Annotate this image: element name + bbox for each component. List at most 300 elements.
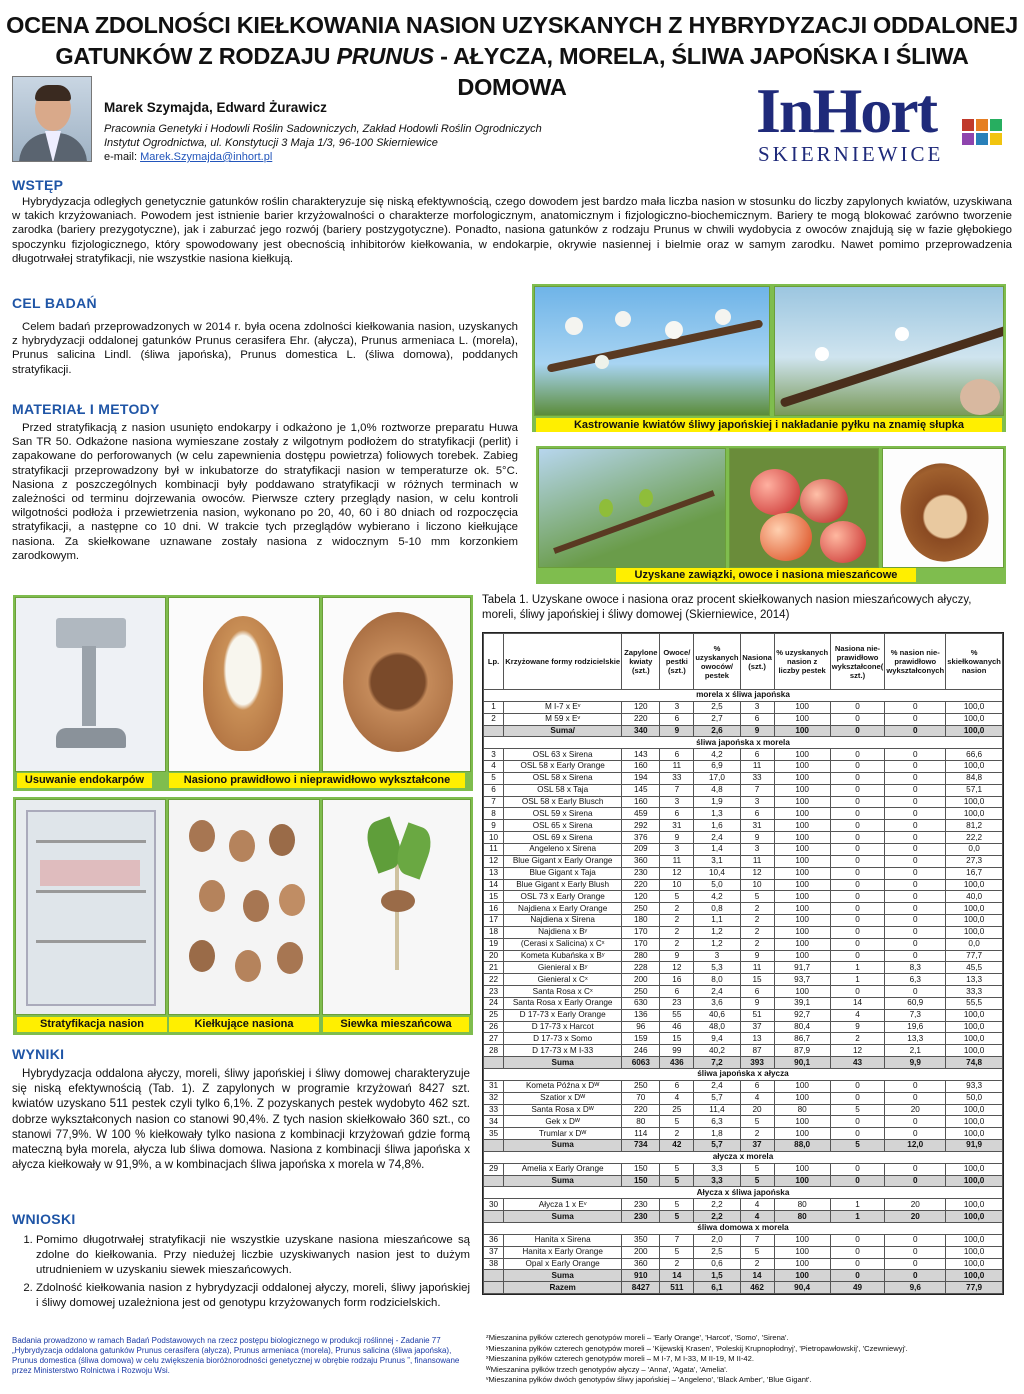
table-cell: Hanita x Sirena <box>504 1234 622 1246</box>
photo-germinating <box>168 799 320 1015</box>
table-cell: 0 <box>885 820 946 832</box>
table-row <box>484 1246 1003 1258</box>
table-sum-row <box>484 1270 1003 1282</box>
table-row <box>484 879 1003 891</box>
table-cell: 4 <box>740 1092 774 1104</box>
table-cell: 0 <box>885 808 946 820</box>
table-cell: 159 <box>622 1033 660 1045</box>
table-cell: 91,9 <box>946 1140 1003 1152</box>
table-cell: 5 <box>660 1116 694 1128</box>
table-row <box>484 891 1003 903</box>
table-sum-row <box>484 1057 1003 1069</box>
table-cell: 2 <box>740 926 774 938</box>
table-cell: 100 <box>774 938 830 950</box>
table-cell: 81,2 <box>946 820 1003 832</box>
table-cell: 33 <box>740 772 774 784</box>
table-cell: 80,4 <box>774 1021 830 1033</box>
table-cell: Suma <box>504 1057 622 1069</box>
table-cell: 0,0 <box>946 843 1003 855</box>
table-cell: 7 <box>660 784 694 796</box>
footnote: ᵂMieszanina pyłków trzech genotypów ałyczy – 'Anna', 'Agata', 'Amelia'. <box>486 1364 728 1374</box>
table-cell: 0 <box>885 749 946 761</box>
table-cell: 0 <box>830 879 885 891</box>
table-cell: 100,0 <box>946 926 1003 938</box>
table-cell: 350 <box>622 1234 660 1246</box>
table-group-row <box>484 1222 1003 1234</box>
table-cell: 57,1 <box>946 784 1003 796</box>
table-cell: 19,6 <box>885 1021 946 1033</box>
stratification-panel <box>13 797 473 1035</box>
table-cell: 4 <box>740 1199 774 1211</box>
table-cell: 15 <box>660 1033 694 1045</box>
table-cell: 5 <box>660 891 694 903</box>
table-cell: 16 <box>660 974 694 986</box>
methods-text: Przed stratyfikacją z nasion usunięto endokarpy i odkażono je 1,0% roztworze preparatu Huwa San TR 50. Odkażone nasiona wymieszane zostały z wilgotnym podłożem do stratyfikacji (perlit) i zapakowane do perforowanych (w celu zapewnienia dostępu powietrza) foliowych torebek. Zabieg stratyfikacji przeprowadzony był w inkubatorze do stratyfikacji nasion w temperaturze ok. 5°C. Nasiona z poszczególnych kombinacji były poddawano stratyfikacji w różnych terminach w zależności od terminu dojrzewania owoców. Pierwsze cztery przeglądy nasion, w celu kontroli wilgotności podłoża i przewietrzenia nasion, wykonano po 20, 40, 60 i 80 dniach od rozpoczęcia stratyfikacji, a następne co 10 dni. W trakcie tych przeglądów wybierano i liczono kiełkujące nasiona. Za skiełkowane uznawane zostały nasiona z widocznym 5-10 mm korzonkiem zarodkowym. <box>12 422 518 562</box>
table-cell: D 17-73 x Harcot <box>504 1021 622 1033</box>
table-cell: 7 <box>660 1234 694 1246</box>
table-cell: 100 <box>774 1258 830 1270</box>
castration-panel <box>532 284 1006 432</box>
table-cell: 5 <box>740 891 774 903</box>
table-cell: 0 <box>885 1234 946 1246</box>
table-cell: 4 <box>830 1009 885 1021</box>
table-cell: 7 <box>740 784 774 796</box>
table-cell: 5 <box>484 772 504 784</box>
table-cell: 86,7 <box>774 1033 830 1045</box>
table-cell: 9 <box>740 950 774 962</box>
table-cell: 0 <box>885 855 946 867</box>
table-cell: 6063 <box>622 1057 660 1069</box>
table-cell: 5,0 <box>694 879 740 891</box>
table-cell: 100 <box>774 903 830 915</box>
table-cell: 0 <box>830 1116 885 1128</box>
footnote: ʸMieszanina pyłków czterech genotypów moreli – 'Kijewskij Krasen', 'Poleskij Krupnopłodnyj', 'Pietropawłowskij', 'Czewniewyj'. <box>486 1343 908 1353</box>
table-cell: 0,6 <box>694 1258 740 1270</box>
conclusion-item: 2. Zdolność kiełkowania nasion z hybrydyzacji oddalonej ałyczy, moreli, śliwy japońskiej i śliwy domowej uzależniona jest od genotypu krzyżowanych form rodzicielskich. <box>36 1281 470 1311</box>
table-cell: 100,0 <box>946 1033 1003 1045</box>
table-cell: 14 <box>660 1270 694 1282</box>
table-cell: 0 <box>885 1080 946 1092</box>
table-cell: 0 <box>885 950 946 962</box>
email-link[interactable]: Marek.Szymajda@inhort.pl <box>140 151 273 163</box>
table-cell: 10 <box>660 879 694 891</box>
table-cell: 200 <box>622 1246 660 1258</box>
table-cell: Amelia x Early Orange <box>504 1163 622 1175</box>
table-cell: 0 <box>830 1128 885 1140</box>
table-cell: 2,5 <box>694 1246 740 1258</box>
table-cell: 0 <box>885 926 946 938</box>
table-cell: 100,0 <box>946 1270 1003 1282</box>
table-cell: 100 <box>774 713 830 725</box>
table-cell: 376 <box>622 832 660 844</box>
table-row <box>484 820 1003 832</box>
table-row <box>484 938 1003 950</box>
table-cell: 0 <box>830 1246 885 1258</box>
table-row <box>484 796 1003 808</box>
table-cell: 6,3 <box>694 1116 740 1128</box>
table-cell: 0 <box>830 903 885 915</box>
table-cell: 100,0 <box>946 1116 1003 1128</box>
table-cell: 0 <box>830 938 885 950</box>
table-cell: 2 <box>660 1128 694 1140</box>
table-cell: 80 <box>774 1211 830 1223</box>
table-cell: 3 <box>740 701 774 713</box>
table-cell: 11 <box>740 962 774 974</box>
table-cell: 0 <box>830 784 885 796</box>
table-cell: 3 <box>660 701 694 713</box>
table-cell: 2 <box>740 1128 774 1140</box>
table-cell: 3 <box>660 796 694 808</box>
table-cell: Razem <box>504 1282 622 1294</box>
table-cell: 50,0 <box>946 1092 1003 1104</box>
table-row <box>484 832 1003 844</box>
table-cell: 2,4 <box>694 986 740 998</box>
table-row <box>484 761 1003 773</box>
table-cell: 11,4 <box>694 1104 740 1116</box>
table-cell: 100 <box>774 915 830 927</box>
table-cell: 0 <box>885 796 946 808</box>
table-cell: 6 <box>740 1080 774 1092</box>
table-cell: 459 <box>622 808 660 820</box>
table-cell: 31 <box>484 1080 504 1092</box>
photo-seed-bad <box>322 597 471 772</box>
table-cell: 92,7 <box>774 1009 830 1021</box>
table-cell: 0 <box>830 950 885 962</box>
table-cell: 40,6 <box>694 1009 740 1021</box>
table-cell: 0 <box>830 843 885 855</box>
table-cell: OSL 58 x Early Blusch <box>504 796 622 808</box>
aim-heading: CEL BADAŃ <box>12 295 97 311</box>
table-cell: OSL 63 x Sirena <box>504 749 622 761</box>
table-cell: Gienieral x Cˣ <box>504 974 622 986</box>
table-cell: 0 <box>830 1092 885 1104</box>
table-cell: 0 <box>885 843 946 855</box>
table-cell: 5 <box>660 1211 694 1223</box>
table-row <box>484 701 1003 713</box>
table-cell <box>484 725 504 737</box>
table-cell: 5 <box>740 1175 774 1187</box>
table-cell: 55,5 <box>946 997 1003 1009</box>
table-cell: 5,7 <box>694 1092 740 1104</box>
table-cell: 0 <box>830 749 885 761</box>
table-cell: 17 <box>484 915 504 927</box>
table-cell: Blue Gigant x Early Blush <box>504 879 622 891</box>
table-cell: 16,7 <box>946 867 1003 879</box>
table-cell: 42 <box>660 1140 694 1152</box>
table-cell: 0 <box>885 784 946 796</box>
table-cell: 2 <box>660 1258 694 1270</box>
table-cell: 8427 <box>622 1282 660 1294</box>
caption-seedling: Siewka mieszańcowa <box>323 1017 469 1032</box>
table-cell: 220 <box>622 879 660 891</box>
table-cell: 100,0 <box>946 761 1003 773</box>
table-cell: 100 <box>774 725 830 737</box>
email-label: e-mail: <box>104 151 141 163</box>
table-cell <box>484 1175 504 1187</box>
table-cell: OSL 69 x Sirena <box>504 832 622 844</box>
table-cell: 0 <box>885 938 946 950</box>
table-cell: 0 <box>885 915 946 927</box>
table-cell: 30 <box>484 1199 504 1211</box>
table-cell: 6,1 <box>694 1282 740 1294</box>
table-row <box>484 808 1003 820</box>
table-cell: 100 <box>774 843 830 855</box>
table-cell: 9 <box>740 832 774 844</box>
table-cell: 0 <box>830 891 885 903</box>
table-row <box>484 915 1003 927</box>
table-cell: 12 <box>484 855 504 867</box>
table-cell: Hanita x Early Orange <box>504 1246 622 1258</box>
table-cell: 100 <box>774 701 830 713</box>
table-cell: 1 <box>830 974 885 986</box>
table-cell: 9 <box>740 997 774 1009</box>
table-cell: 1,8 <box>694 1128 740 1140</box>
table-cell: 2,7 <box>694 713 740 725</box>
table-cell: 100,0 <box>946 701 1003 713</box>
results-heading: WYNIKI <box>12 1046 65 1062</box>
table-cell: Gienieral x Bʸ <box>504 962 622 974</box>
table-cell: 28 <box>484 1045 504 1057</box>
table-cell: 0 <box>830 761 885 773</box>
fruits-panel <box>536 446 1006 584</box>
table-footnotes <box>486 1333 1016 1386</box>
table-cell: 43 <box>830 1057 885 1069</box>
table-cell: 250 <box>622 1080 660 1092</box>
table-cell: 10 <box>484 832 504 844</box>
table-cell: 37 <box>484 1246 504 1258</box>
table-cell: OSL 65 x Sirena <box>504 820 622 832</box>
table-cell: 23 <box>660 997 694 1009</box>
title-line-1: OCENA ZDOLNOŚCI KIEŁKOWANIA NASION UZYSKANYCH Z HYBRYDYZACJI ODDALONEJ <box>6 12 1018 38</box>
table-cell: 100 <box>774 1116 830 1128</box>
table-cell: 100,0 <box>946 879 1003 891</box>
table-cell: 2 <box>740 938 774 950</box>
table-cell: 1 <box>830 1199 885 1211</box>
table-cell: 100 <box>774 749 830 761</box>
table-cell: 1,2 <box>694 938 740 950</box>
table-cell: 170 <box>622 938 660 950</box>
table-cell: 12 <box>740 867 774 879</box>
table-cell: 6 <box>740 713 774 725</box>
intro-heading: WSTĘP <box>12 177 64 193</box>
group-label: śliwa domowa x morela <box>484 1222 1003 1234</box>
table-sum-row <box>484 1140 1003 1152</box>
table-cell: 246 <box>622 1045 660 1057</box>
footnote: ᶻMieszanina pyłków czterech genotypów moreli – 'Early Orange', 'Harcot', 'Somo', 'Sirena'. <box>486 1333 789 1342</box>
table-cell: 100 <box>774 867 830 879</box>
table-cell: 48,0 <box>694 1021 740 1033</box>
table-cell: 11 <box>484 843 504 855</box>
table-row <box>484 926 1003 938</box>
table-cell: 14 <box>740 1270 774 1282</box>
table-cell: 0 <box>885 725 946 737</box>
inhort-logo <box>750 75 1008 168</box>
table-cell: 1,5 <box>694 1270 740 1282</box>
table-cell: 6 <box>740 808 774 820</box>
table-cell: 3,3 <box>694 1163 740 1175</box>
table-cell: 6,3 <box>885 974 946 986</box>
table-cell: 220 <box>622 1104 660 1116</box>
table-cell: 220 <box>622 713 660 725</box>
col-header: Lp. <box>484 634 504 690</box>
table-cell: 100 <box>774 796 830 808</box>
table-cell: 228 <box>622 962 660 974</box>
table-cell: 9 <box>660 725 694 737</box>
table-cell: 100,0 <box>946 1163 1003 1175</box>
table-row <box>484 1033 1003 1045</box>
table-cell: 96 <box>622 1021 660 1033</box>
table-cell: 74,8 <box>946 1057 1003 1069</box>
table-cell: 22,2 <box>946 832 1003 844</box>
table-cell: 100 <box>774 855 830 867</box>
table-cell: 5 <box>660 1163 694 1175</box>
table-cell: Suma <box>504 1175 622 1187</box>
table-cell: D 17-73 x Somo <box>504 1033 622 1045</box>
table-cell: 3,6 <box>694 997 740 1009</box>
table-cell: 0 <box>830 1080 885 1092</box>
table-cell: 0 <box>885 986 946 998</box>
table-cell: 209 <box>622 843 660 855</box>
table-cell: 160 <box>622 761 660 773</box>
table-cell: 93,3 <box>946 1080 1003 1092</box>
title-genus: PRUNUS <box>336 43 434 69</box>
conclusions-heading: WNIOSKI <box>12 1211 76 1227</box>
table-cell: 24 <box>484 997 504 1009</box>
table-cell: 2 <box>660 915 694 927</box>
table-cell: Kometa Kubańska x Bʸ <box>504 950 622 962</box>
table-cell: 0 <box>830 926 885 938</box>
table-cell: 393 <box>740 1057 774 1069</box>
table-cell: 1,2 <box>694 926 740 938</box>
table-cell: 21 <box>484 962 504 974</box>
table-cell: 12 <box>660 867 694 879</box>
table-cell: 34 <box>484 1116 504 1128</box>
table-cell: 0 <box>885 1258 946 1270</box>
table-cell: 0 <box>885 1092 946 1104</box>
photo-seed-good <box>168 597 320 772</box>
table-row <box>484 986 1003 998</box>
table-cell: 100 <box>774 1234 830 1246</box>
col-header: % skiełkowanych nasion <box>946 634 1003 690</box>
title-part: GATUNKÓW Z RODZAJU <box>55 43 337 69</box>
table-cell: 2 <box>740 915 774 927</box>
affiliation-line: Pracownia Genetyki i Hodowli Roślin Sadowniczych, Zakład Hodowli Roślin Ogrodniczych <box>104 123 542 135</box>
affiliation-line: Instytut Ogrodnictwa, ul. Konstytucji 3 Maja 1/3, 96-100 Skierniewice <box>104 137 438 149</box>
table-cell: 1,6 <box>694 820 740 832</box>
table-cell: 7,2 <box>694 1057 740 1069</box>
table-cell: 49 <box>830 1282 885 1294</box>
table-row <box>484 1199 1003 1211</box>
table-cell: 2,6 <box>694 725 740 737</box>
photo-castration-2 <box>774 286 1004 416</box>
email-line <box>104 151 272 163</box>
caption-fruits: Uzyskane zawiązki, owoce i nasiona mieszańcowe <box>616 568 916 582</box>
table-row <box>484 1104 1003 1116</box>
table-cell: 20 <box>484 950 504 962</box>
table-cell: 100 <box>774 1092 830 1104</box>
table-cell: 84,8 <box>946 772 1003 784</box>
table-cell: 0 <box>885 879 946 891</box>
table-cell: 19 <box>484 938 504 950</box>
table-cell: 120 <box>622 891 660 903</box>
table-cell: 0 <box>885 1163 946 1175</box>
table-row <box>484 843 1003 855</box>
table-cell: 0 <box>830 867 885 879</box>
table-cell: 0 <box>885 1116 946 1128</box>
methods-heading: MATERIAŁ I METODY <box>12 401 160 417</box>
table-cell: 100 <box>774 761 830 773</box>
table-cell: 5 <box>740 1163 774 1175</box>
table-cell: 250 <box>622 903 660 915</box>
table-cell: 5 <box>660 1246 694 1258</box>
table-group-row <box>484 737 1003 749</box>
table-cell: 91,7 <box>774 962 830 974</box>
table-cell: 18 <box>484 926 504 938</box>
table-cell: 25 <box>660 1104 694 1116</box>
table-cell: 100,0 <box>946 713 1003 725</box>
table-cell: 143 <box>622 749 660 761</box>
caption-seeds: Nasiono prawidłowo i nieprawidłowo wykształcone <box>169 773 465 788</box>
table-cell: 340 <box>622 725 660 737</box>
table-cell: 93,7 <box>774 974 830 986</box>
table-row <box>484 1009 1003 1021</box>
table-row <box>484 1163 1003 1175</box>
table-cell: 292 <box>622 820 660 832</box>
table-row <box>484 1128 1003 1140</box>
table-cell: 100,0 <box>946 1128 1003 1140</box>
photo-castration-1 <box>534 286 770 416</box>
table-cell: 9,9 <box>885 1057 946 1069</box>
table-cell: 20 <box>885 1199 946 1211</box>
table-cell: 100 <box>774 1246 830 1258</box>
table-cell: Blue Gigant x Taja <box>504 867 622 879</box>
table-cell: 0 <box>885 1246 946 1258</box>
table-cell: 1,3 <box>694 808 740 820</box>
table-cell: 77,7 <box>946 950 1003 962</box>
table-cell: 0 <box>885 761 946 773</box>
table-cell: 99 <box>660 1045 694 1057</box>
table-cell: Santa Rosa x Early Orange <box>504 997 622 1009</box>
table-cell: 45,5 <box>946 962 1003 974</box>
table-cell: Najdiena x Bʸ <box>504 926 622 938</box>
table-cell: 100,0 <box>946 1021 1003 1033</box>
table-cell: 90,1 <box>774 1057 830 1069</box>
table-cell: 3 <box>660 843 694 855</box>
table-body <box>484 690 1003 1294</box>
table-cell: 6 <box>660 808 694 820</box>
table-cell: 2,2 <box>694 1211 740 1223</box>
table-cell: 33 <box>484 1104 504 1116</box>
table-cell: 80 <box>774 1199 830 1211</box>
table-cell: 100,0 <box>946 1258 1003 1270</box>
table-cell: 20 <box>740 1104 774 1116</box>
photo-incubator <box>15 799 166 1015</box>
photo-young-fruits <box>538 448 726 568</box>
table-cell: 9,6 <box>885 1282 946 1294</box>
table-cell: 25 <box>484 1009 504 1021</box>
table-cell: 9 <box>660 832 694 844</box>
table-cell: 462 <box>740 1282 774 1294</box>
author-photo <box>12 76 92 162</box>
table-cell: 2 <box>740 1258 774 1270</box>
table-cell: 280 <box>622 950 660 962</box>
table-cell: 20 <box>885 1104 946 1116</box>
table-cell: Najdiena x Sirena <box>504 915 622 927</box>
table-cell: 77,9 <box>946 1282 1003 1294</box>
table-cell: 100,0 <box>946 1246 1003 1258</box>
group-label: Ałycza x śliwa japońska <box>484 1187 1003 1199</box>
table-cell: 23 <box>484 986 504 998</box>
